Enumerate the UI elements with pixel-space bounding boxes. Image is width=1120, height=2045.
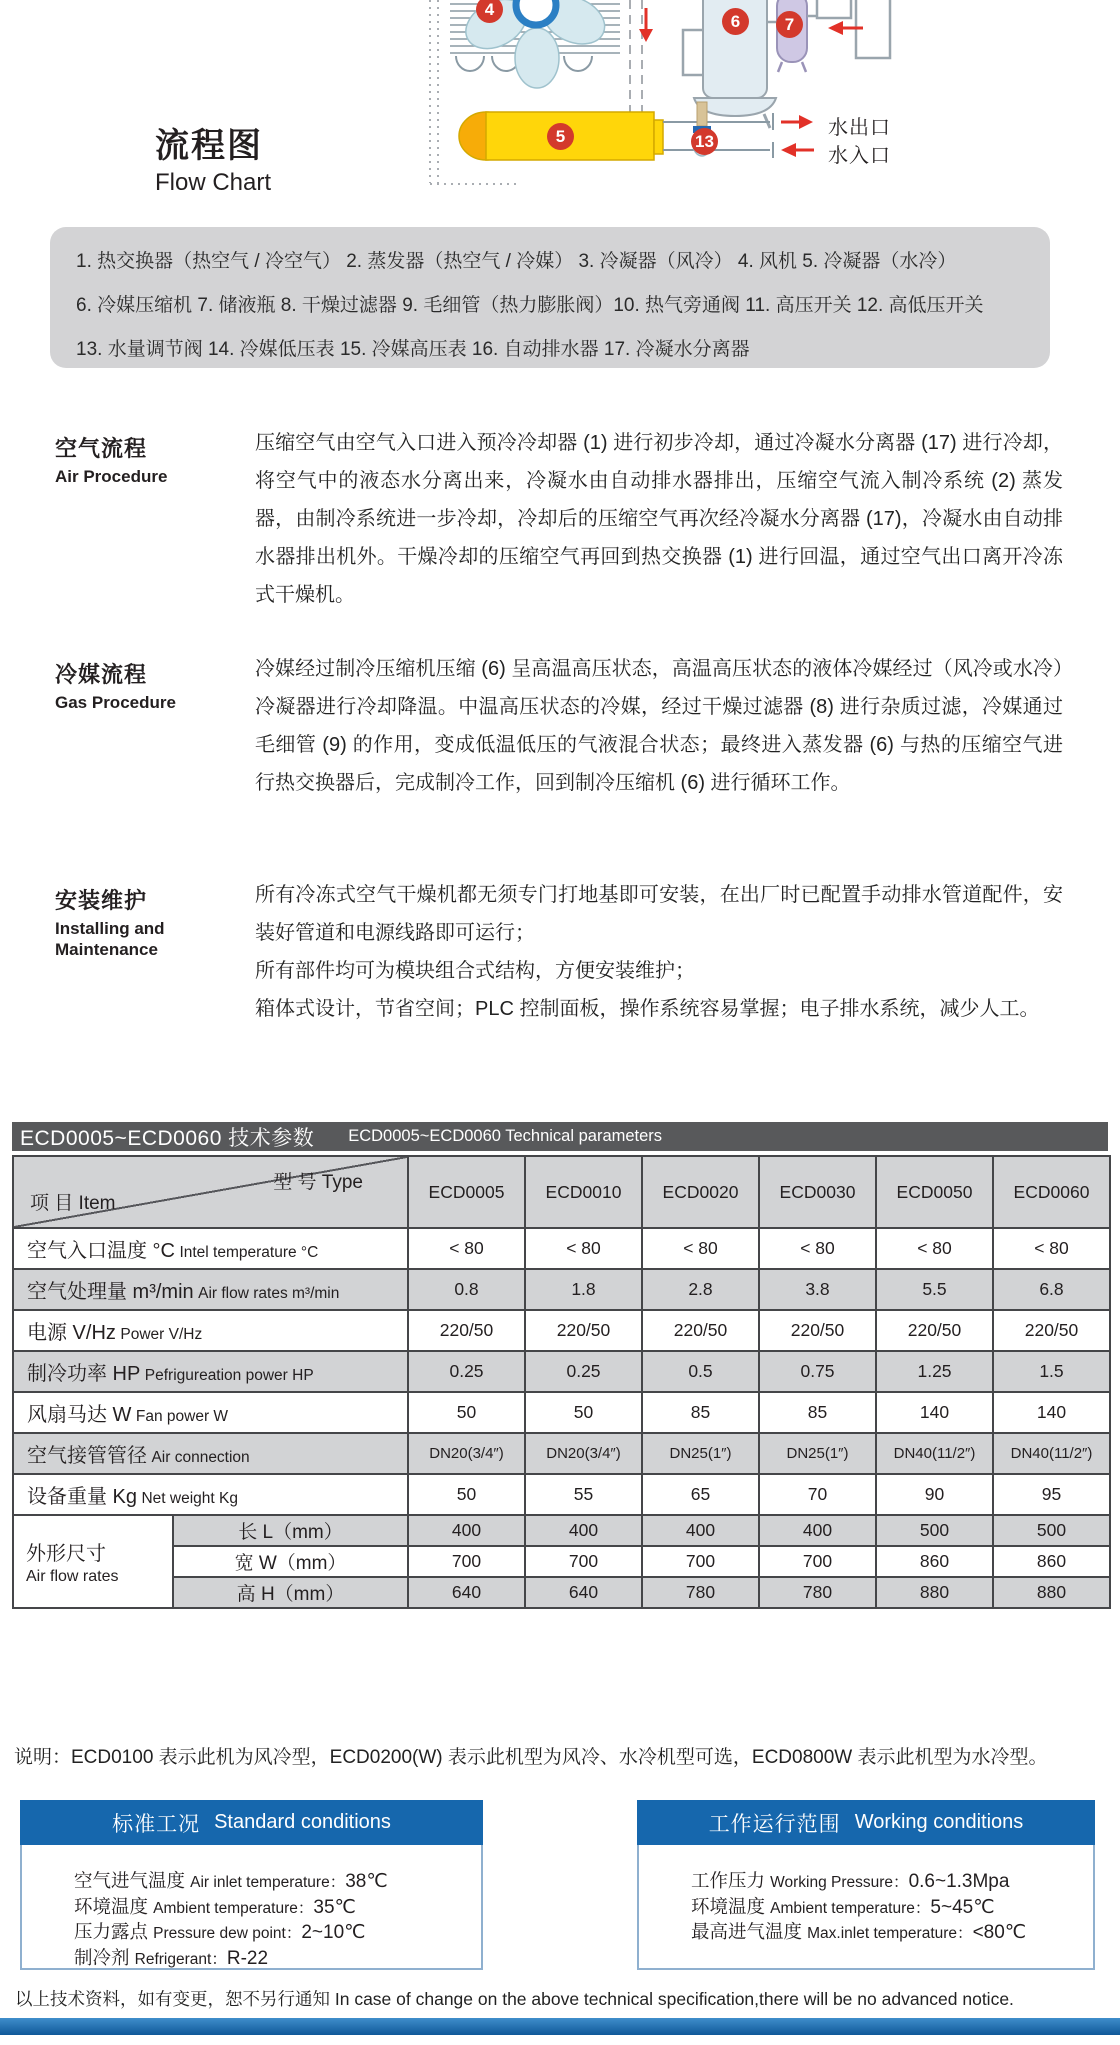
condition-row xyxy=(74,1869,481,1895)
paragraph: 压缩空气由空气入口进入预冷冷却器 (1) 进行初步冷却，通过冷凝水分离器 (17) 进行冷却，将空气中的液态水分离出来，冷凝水由自动排水器排出，压缩空气流入制冷系统 (2) 蒸发器，由制冷系统进一步冷却，冷却后的压缩空气再次经冷凝水分离器 (17)，冷凝水由自动排水器排出机外。干燥冷却的压缩空气再回到热交换器 (1) 进行回温，通过空气出口离开冷冻式干燥机。 xyxy=(255,432,1063,606)
model-header: ECD0030 xyxy=(759,1156,876,1228)
disclaimer-footer: 以上技术资料，如有变更，恕不另行通知 In case of change on the above technical specification,there will be no advanced notice. xyxy=(15,1989,1014,2009)
cond-value: 2~10℃ xyxy=(301,1922,366,1943)
colon: ： xyxy=(893,1874,909,1891)
cell: 55 xyxy=(525,1474,642,1515)
legend-line: 1. 热交换器（热空气 / 冷空气） 2. 蒸发器（热空气 / 冷媒） 3. 冷凝器（风冷） 4. 风机 5. 冷凝器（水冷） xyxy=(76,251,957,272)
cell: < 80 xyxy=(525,1228,642,1269)
cell: 220/50 xyxy=(759,1310,876,1351)
table-row xyxy=(13,1474,1110,1515)
table-title-en: ECD0005~ECD0060 Technical parameters xyxy=(348,1127,663,1145)
section-body xyxy=(255,424,1063,614)
dimension-sub-label: 宽 W（mm） xyxy=(173,1546,408,1577)
callout-fan: 4 xyxy=(476,0,503,23)
condition-row xyxy=(74,1895,481,1921)
bottom-accent-bar xyxy=(0,2018,1120,2035)
cell: 85 xyxy=(759,1392,876,1433)
section-heading xyxy=(55,432,225,487)
cell: 0.5 xyxy=(642,1351,759,1392)
dimensions-label-en: Air flow rates xyxy=(26,1568,119,1585)
colon: ： xyxy=(957,1925,973,1942)
table-row xyxy=(13,1433,1110,1474)
cell: 0.25 xyxy=(525,1351,642,1392)
dimension-sub-label: 高 H（mm） xyxy=(173,1577,408,1608)
condition-row xyxy=(691,1920,1093,1946)
cell: 500 xyxy=(993,1515,1110,1546)
cell: < 80 xyxy=(642,1228,759,1269)
section-heading-en: Air Procedure xyxy=(55,467,168,486)
callout-receiver: 7 xyxy=(776,11,803,38)
cell: 400 xyxy=(642,1515,759,1546)
cell: 400 xyxy=(408,1515,525,1546)
cell: 95 xyxy=(993,1474,1110,1515)
table-row-dimensions-width xyxy=(13,1546,1110,1577)
cond-label-cn: 最高进气温度 xyxy=(691,1921,808,1942)
model-header: ECD0010 xyxy=(525,1156,642,1228)
model-header: ECD0005 xyxy=(408,1156,525,1228)
cond-label-en: Max.inlet temperature xyxy=(807,1925,958,1942)
working-conditions-body xyxy=(637,1845,1095,1970)
box-title-en: Standard conditions xyxy=(214,1811,391,1833)
type-label: 型 号 Type xyxy=(273,1172,363,1193)
box-title-en: Working conditions xyxy=(854,1811,1024,1833)
page-title-cn: 流程图 xyxy=(155,127,263,165)
cell: 50 xyxy=(408,1392,525,1433)
cell: 220/50 xyxy=(408,1310,525,1351)
standard-conditions-header xyxy=(20,1800,483,1845)
cell: < 80 xyxy=(759,1228,876,1269)
section-body xyxy=(255,876,1063,1028)
cell: 860 xyxy=(993,1546,1110,1577)
page-title xyxy=(155,118,271,197)
cell: < 80 xyxy=(993,1228,1110,1269)
cell: 0.75 xyxy=(759,1351,876,1392)
row-label-cn: 空气接管管径 xyxy=(27,1445,147,1467)
cell: 220/50 xyxy=(876,1310,993,1351)
paragraph: 所有冷冻式空气干燥机都无须专门打地基即可安装，在出厂时已配置手动排水管道配件，安装好管道和电源线路即可运行； xyxy=(255,884,1063,944)
cell: 1.5 xyxy=(993,1351,1110,1392)
table-row xyxy=(13,1228,1110,1269)
model-naming-note: 说明：ECD0100 表示此机为风冷型，ECD0200(W) 表示此机型为风冷、水冷机型可选，ECD0800W 表示此机型为水冷型。 xyxy=(14,1747,1048,1768)
cell: DN25(1″) xyxy=(759,1433,876,1474)
cell: 700 xyxy=(759,1546,876,1577)
row-label-en: Pefrigureation power HP xyxy=(144,1367,314,1384)
section-heading-cn: 安装维护 xyxy=(55,888,148,913)
section-heading-en: Installing and Maintenance xyxy=(55,919,165,959)
cond-value: 5~45℃ xyxy=(930,1896,995,1918)
cond-label-en: Refrigerant xyxy=(134,1950,212,1968)
colon: ： xyxy=(211,1950,227,1968)
cell: DN25(1″) xyxy=(642,1433,759,1474)
cell: 50 xyxy=(408,1474,525,1515)
condition-row xyxy=(74,1946,481,1972)
row-label-cn: 设备重量 Kg xyxy=(27,1486,138,1508)
cell: 860 xyxy=(876,1546,993,1577)
section-heading-en: Gas Procedure xyxy=(55,693,176,712)
section-heading-cn: 空气流程 xyxy=(55,436,148,461)
cell: < 80 xyxy=(876,1228,993,1269)
cell: 700 xyxy=(525,1546,642,1577)
cell: DN40(11/2″) xyxy=(876,1433,993,1474)
water-outlet-label: 水出口 xyxy=(828,117,891,139)
cell: 700 xyxy=(642,1546,759,1577)
cell: DN20(3/4″) xyxy=(408,1433,525,1474)
cell: 6.8 xyxy=(993,1269,1110,1310)
row-label-en: Net weight Kg xyxy=(141,1490,238,1507)
cell: < 80 xyxy=(408,1228,525,1269)
model-header: ECD0050 xyxy=(876,1156,993,1228)
cond-label-cn: 制冷剂 xyxy=(74,1946,135,1968)
table-title-bar xyxy=(12,1122,1108,1151)
section-heading xyxy=(55,658,225,713)
section-heading xyxy=(55,884,225,960)
table-row xyxy=(13,1351,1110,1392)
cell: 90 xyxy=(876,1474,993,1515)
dimensions-label xyxy=(13,1515,173,1608)
cell: 2.8 xyxy=(642,1269,759,1310)
box-title-cn: 标准工况 xyxy=(112,1812,201,1836)
table-row-dimensions-height xyxy=(13,1577,1110,1608)
dimension-sub-label: 长 L（mm） xyxy=(173,1515,408,1546)
colon: ： xyxy=(285,1925,302,1942)
callout-compressor: 6 xyxy=(722,8,749,35)
cell: DN20(3/4″) xyxy=(525,1433,642,1474)
cell: 85 xyxy=(642,1392,759,1433)
cell: 780 xyxy=(642,1577,759,1608)
item-label: 项 目 Item xyxy=(30,1193,116,1214)
table-row xyxy=(13,1310,1110,1351)
cond-label-en: Ambient temperature xyxy=(770,1899,915,1917)
row-label-en: Air connection xyxy=(151,1449,250,1466)
cond-label-cn: 环境温度 xyxy=(691,1895,771,1917)
water-inlet-label: 水入口 xyxy=(828,145,891,167)
cell: 65 xyxy=(642,1474,759,1515)
working-conditions-box xyxy=(637,1800,1095,1970)
table-title-cn: ECD0005~ECD0060 技术参数 xyxy=(20,1126,315,1150)
colon: ： xyxy=(914,1899,931,1917)
working-conditions-header xyxy=(637,1800,1095,1845)
cell: 640 xyxy=(408,1577,525,1608)
colon: ： xyxy=(297,1899,314,1917)
table-row xyxy=(13,1392,1110,1433)
cond-value: 38℃ xyxy=(345,1871,388,1892)
callout-water-condenser: 5 xyxy=(547,123,574,150)
legend-line: 6. 冷媒压缩机 7. 储液瓶 8. 干燥过滤器 9. 毛细管（热力膨胀阀）10. 热气旁通阀 11. 高压开关 12. 高低压开关 xyxy=(76,295,984,316)
cell: 640 xyxy=(525,1577,642,1608)
cell: 0.8 xyxy=(408,1269,525,1310)
row-label-en: Fan power W xyxy=(135,1408,229,1425)
cell: 140 xyxy=(993,1392,1110,1433)
paragraph: 冷媒经过制冷压缩机压缩 (6) 呈高温高压状态，高温高压状态的液体冷媒经过（风冷或水冷）冷凝器进行冷却降温。中温高压状态的冷媒，经过干燥过滤器 (8) 进行杂质过滤，冷媒通过毛细管 (9) 的作用，变成低温低压的气液混合状态；最终进入蒸发器 (6) 与热的压缩空气进行热交换器后，完成制冷工作，回到制冷压缩机 (6) 进行循环工作。 xyxy=(255,658,1063,794)
section-body xyxy=(255,650,1063,802)
cell: 1.8 xyxy=(525,1269,642,1310)
standard-conditions-box xyxy=(20,1800,483,1970)
component-legend xyxy=(50,227,1050,368)
cond-label-cn: 压力露点 xyxy=(74,1921,154,1942)
diagonal-corner-cell xyxy=(13,1156,408,1228)
cell: 220/50 xyxy=(993,1310,1110,1351)
paragraph: 箱体式设计，节省空间；PLC 控制面板，操作系统容易掌握；电子排水系统，减少人工。 xyxy=(255,998,1040,1020)
model-header: ECD0020 xyxy=(642,1156,759,1228)
cell: 700 xyxy=(408,1546,525,1577)
cell: 3.8 xyxy=(759,1269,876,1310)
legend-line: 13. 水量调节阀 14. 冷媒低压表 15. 冷媒高压表 16. 自动排水器 17. 冷凝水分离器 xyxy=(76,339,750,360)
cond-label-cn: 空气进气温度 xyxy=(74,1870,191,1891)
spec-table xyxy=(12,1155,1111,1609)
table-header-row xyxy=(13,1156,1110,1228)
colon: ： xyxy=(329,1874,346,1891)
cell: 50 xyxy=(525,1392,642,1433)
row-label-cn: 空气入口温度 °C xyxy=(27,1240,175,1262)
cell: 780 xyxy=(759,1577,876,1608)
standard-conditions-body xyxy=(20,1845,483,1970)
dimensions-label-cn: 外形尺寸 xyxy=(26,1543,106,1565)
cond-label-cn: 环境温度 xyxy=(74,1895,154,1917)
technical-parameters xyxy=(12,1122,1108,1609)
cell: 220/50 xyxy=(525,1310,642,1351)
cond-label-en: Ambient temperature xyxy=(153,1899,298,1917)
cell: 1.25 xyxy=(876,1351,993,1392)
cell: 140 xyxy=(876,1392,993,1433)
cell: 220/50 xyxy=(642,1310,759,1351)
cell: 5.5 xyxy=(876,1269,993,1310)
condition-row xyxy=(74,1920,481,1946)
paragraph: 所有部件均可为模块组合式结构，方便安装维护； xyxy=(255,960,695,982)
page-title-en: Flow Chart xyxy=(155,169,272,196)
row-label-en: Air flow rates m³/min xyxy=(198,1285,340,1302)
cond-value: 35℃ xyxy=(313,1896,356,1918)
cond-label-cn: 工作压力 xyxy=(691,1870,771,1891)
section-heading-cn: 冷媒流程 xyxy=(55,662,148,687)
cond-label-en: Pressure dew point xyxy=(153,1925,286,1942)
cell: 70 xyxy=(759,1474,876,1515)
cond-value: <80℃ xyxy=(972,1922,1027,1943)
table-row-dimensions-length xyxy=(13,1515,1110,1546)
box-title-cn: 工作运行范围 xyxy=(708,1812,841,1836)
row-label-cn: 空气处理量 m³/min xyxy=(27,1281,194,1303)
cond-label-en: Working Pressure xyxy=(770,1874,894,1891)
cond-value: 0.6~1.3Mpa xyxy=(908,1871,1010,1892)
cell: 400 xyxy=(525,1515,642,1546)
cell: 400 xyxy=(759,1515,876,1546)
row-label-cn: 风扇马达 W xyxy=(27,1404,132,1426)
model-header: ECD0060 xyxy=(993,1156,1110,1228)
row-label-cn: 制冷功率 HP xyxy=(27,1363,141,1385)
cell: 880 xyxy=(993,1577,1110,1608)
condition-row xyxy=(691,1869,1093,1895)
cell: 0.25 xyxy=(408,1351,525,1392)
row-label-cn: 电源 V/Hz xyxy=(27,1322,116,1344)
cell: DN40(11/2″) xyxy=(993,1433,1110,1474)
row-label-en: Power V/Hz xyxy=(120,1326,203,1343)
row-label-en: Intel temperature °C xyxy=(179,1244,319,1261)
cell: 500 xyxy=(876,1515,993,1546)
table-row xyxy=(13,1269,1110,1310)
condition-row xyxy=(691,1895,1093,1921)
cond-label-en: Air inlet temperature xyxy=(190,1874,330,1891)
cond-value: R-22 xyxy=(226,1947,269,1969)
callout-water-valve: 13 xyxy=(691,128,718,155)
cell: 880 xyxy=(876,1577,993,1608)
